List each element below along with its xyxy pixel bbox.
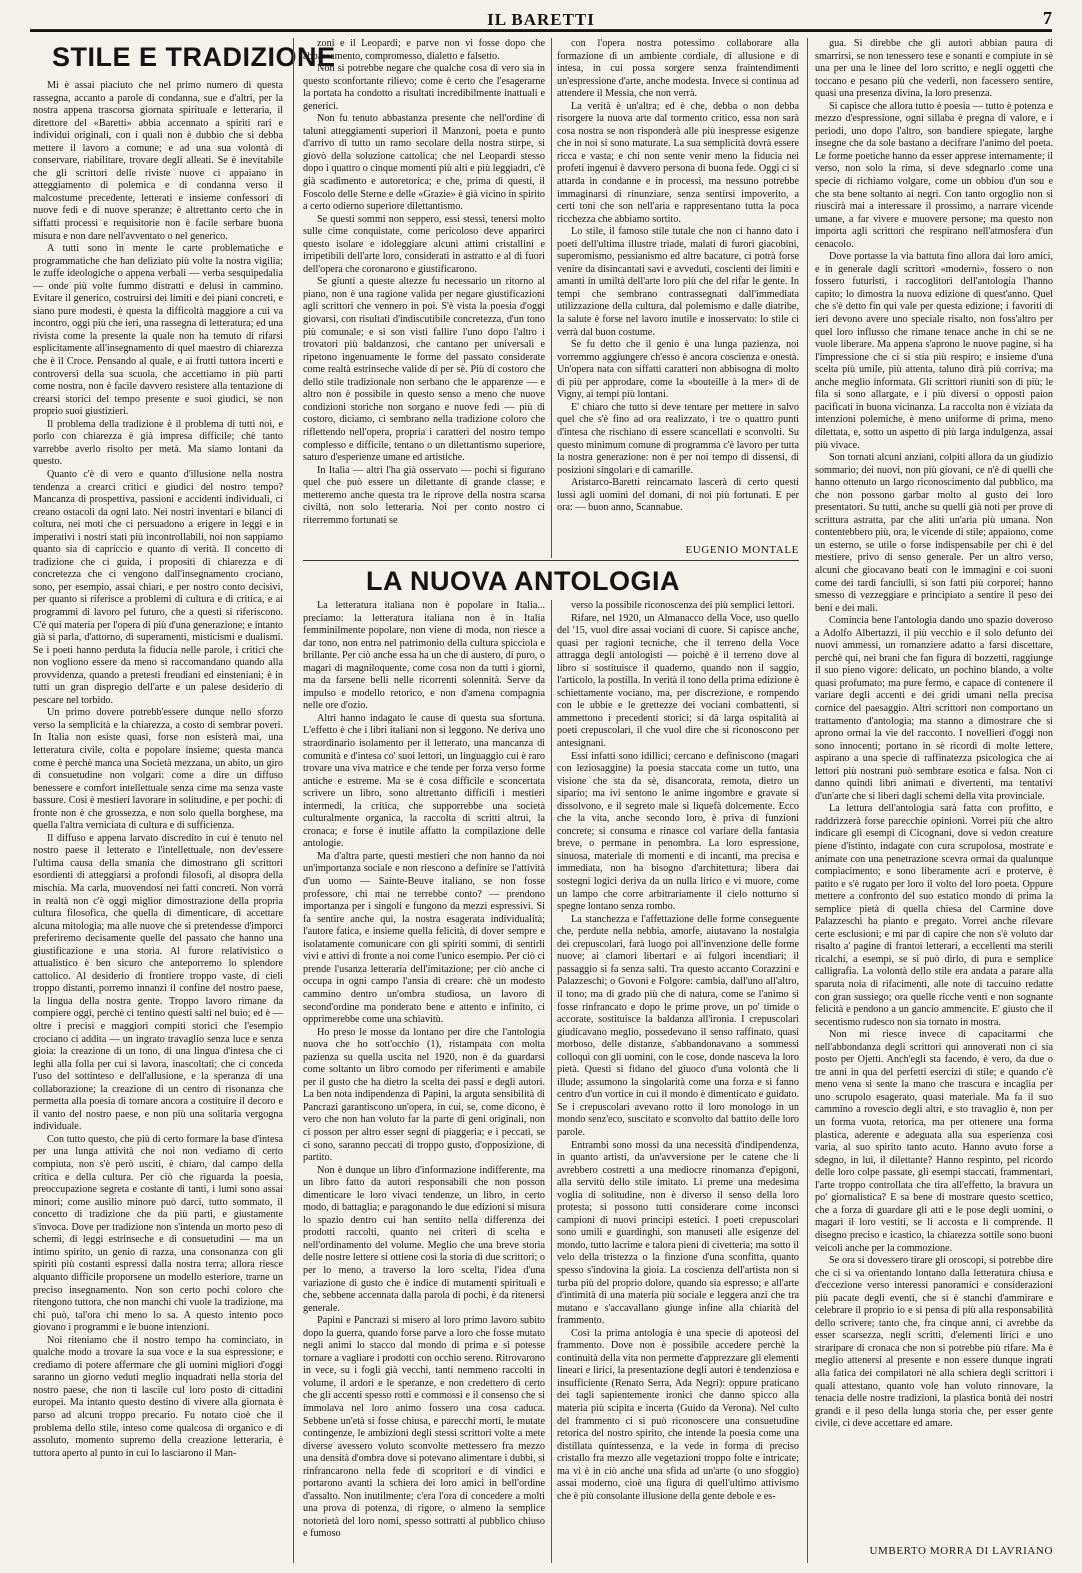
- paragraph: Noi riteniamo che il nostro tempo ha cominciato, in qualche modo a trovare la sua voce e la sua espressione; e crediamo di potere affermare che gli uomini migliori d'oggi saranno un giorno veduti meglio inquadrati nella storia del nostro paese, che non ti lascile cul loro posto di cittadini europei. Ma intanto questo destino di vivere alla giornata è parso ad alcuni troppo precario. Fu notato cioè che il problema dello stile, inteso come qualcosa di organico e di assoluto, momento supremo della creazione letteraria, è tuttora aperto al punto in cui lo lasciarono il Man-: [33, 1334, 283, 1459]
- page-number: 7: [1043, 8, 1052, 28]
- paragraph: con l'opera nostra potessimo collaborare alla formazione di un ambiente cordiale, di allusione e di intesa, in cui possa sorgere senza fraintendimenti un'espressione d'arte, anche modesta. Invece si continua ad attendere il Messia, che non verrà.: [557, 38, 799, 100]
- article1-column-1: [33, 80, 283, 1563]
- paragraph: Se fu detto che il genio è una lunga pazienza, noi vorremmo aggiungere ch'esso è ancora coscienza e onestà. Un'opera nata con siffatti caratteri non abbisogna di molto di più per approdare, come la «bouteille à la mer» di de Vigny, ai tempi più lontani.: [557, 339, 799, 401]
- paragraph: Comincia bene l'antologia dando uno spazio doveroso a Adolfo Albertazzi, il più vecchio e il solo defunto dei nuovi ammessi, un romanziere adatto a farsi discettare, perchè qui, nei brani che fan figura di bozzetti, raggiunge il suo pieno vigore: delicato, un pochino blando, a volte quasi profumato; ma pure fermo, e capace di contenere il variare degli accenti e dei gridi umani nella precisa cornice del paesaggio. Altri scrittori non comportano un trattamento d'antologia; ma stanno a dimostrare che si aprono ormai la vie del racconto. I novellieri d'oggi non sono innocenti; portano in sè ricordi di molte lettere, aspirano a una specie di raffinatezza psicologica che ai lettori più nostrani può sembrare esotica e falsa. Non ci danno quindi libri animati e divertenti, ma tentativi d'un'arte che si liberi dagli schemi della vita provinciale.: [815, 615, 1053, 802]
- paragraph: Un primo dovere potrebb'essere dunque nello sforzo verso la semplicità e la chiarezza, a costo di sembrar poveri. In Italia non esiste quasi, forse non esisterà mai, una letteratura civile, colta e popolare insieme; questa manca come è perchè manca una Società mezzana, un abito, un giro di consuetudine non volgari: come a dire un diffuso benessere e comfort intellettuale senza cime ma senza vaste bassure. Così è mestieri lavorare in solitudine, e per pochi: di fronte non è che grossezza, e non solo quella borghese, ma quella l'altra verniciata di cultura e di sufficienza.: [33, 707, 283, 832]
- paragraph: Non fu tenuto abbastanza presente che nell'ordine di taluni atteggiamenti superiori il Manzoni, poeta e punto d'arrivo di tutto un ramo secolare della nostra stirpe, si giovò della soluzione cattolica; che nel Leopardi stesso dopo i quattro o cinque momenti più alti e più leggiadri, c'è già scadimento e autoretorica; e che, prima di questi, il Foscolo delle Sterne e delle «Grazie» è già vicino in spirito a certo odierno superiore dilettantismo.: [303, 113, 545, 213]
- paragraph: Rifare, nel 1920, un Almanacco della Voce, uso quello del '15, vuol dire assai vociani di cuore. Si capisce anche, quasi per ragioni tecniche, che il terreno della Voce attragga degli antologisti — poichè è il terreno dove al libro si sostituisce il quaderno, quando non il saggio, l'articolo, la postilla. In verità il tono della prima edizione è schiettamente vociano, ma, per discrezione, e rompendo con le ubbie e le grettezze dei vociani combattenti, si ammettono i precedenti storici; si dà larga ospitalità ai poeti crepuscolari, il che vuol dire che si riconoscono per antesignani.: [557, 612, 799, 750]
- paragraph: Se ora si dovessero tirare gli oroscopi, si potrebbe dire che ci si va orientando lontano dalla letteratura chiusa e d'eccezione verso interessi panoramici e considerazioni più pacate degli eventi, che si è stanchi d'ammirare e celebrare il proprio io e si pensa di più alla responsabilità dello scrivere; tanto che, fra cinque anni, ci avrebbe da esser scarsezza, negli scritti, d'elementi lirici e uno straripare di cronaca che non si potrebbe più rifare. Ma è meglio attenersi al presente e non essere dunque ingrati alla fatica dei compilatori nè alla schiera degli scrittori i quali attestano, quanto vole han voluto rinnovare, la tenacia delle nostre tradizioni, la plastica bontà dei nostri grandi e il peso della lunga storia che, per esser gente civile, ci deve accettare ed amare.: [815, 1255, 1053, 1430]
- article-title-stile: STILE E TRADIZIONE: [52, 42, 336, 72]
- article1-column-3: [557, 38, 799, 543]
- paragraph: Se giunti a queste altezze fu necessario un ritorno al piano, non è una ragione valida per negare giustificazioni agli scrittori che vennero in poi. S'è vista la poesia d'oggi giovarsi, con risultati d'indiscutibile concretezza, d'un tono più comunale; e si son visti fallire l'uno dopo l'altro i trovatori più baldanzosi, che cantano per universali e ripetono ingenuamente le forme del passato considerate come realtà estrinseche valide di per sè. Più di costoro che dello stile tradizionale non serbano che le apparenze — e altro non è possibile in questo senso a meno che nuove condizioni storiche non sorgano e nuove fedi — più di costoro, diciamo, ci sembrano nella tradizione coloro che riflettendo nell'opera, propria i caratteri del nostro tempo complesso e difficile, tentano o un dilettantismo superiore, saturo d'esperienze umane ed artistiche.: [303, 276, 545, 464]
- section-rule: [303, 560, 799, 561]
- masthead-title: IL BARETTI: [487, 10, 595, 29]
- paragraph: Con tutto questo, che più di certo formare la base d'intesa per una lunga attività che noi non vediamo di certo compiuta, non s'è però usciti, è chiaro, dal campo della critica e della cultura. Per ciò che riguarda la poesia, preoccupazione segreta e costante di tanti, i lumi sono assai minori; come ausilio minore può darci, tutto sommato, il concetto di tradizione che da più parti, e giustamente s'invoca. Dove per tradizione non s'intenda un morto peso di schemi, di leggi estrinseche e di consuetudini — ma un intimo spirito, un genio di razza, una consonanza con gli spiriti più costanti espressi dalla nostra terra; allora riesce alquanto difficile proporsene un modello esteriore, trarne un preciso insegnamento. Non son certo pochi coloro che ritengono tuttora, che non manchi chi vuole la tradizione, ma chi può, tal'ora chi meno lo sa. A questo intento poco giovano i programmi e le buone intenzioni.: [33, 1133, 283, 1334]
- paragraph: Il diffuso e appena larvato discredito in cui è tenuto nel nostro paese il letterato e l'intellettuale, non dev'essere l'ultima causa della smania che dimostrano gli scrittori esordienti di atteggiarsi a profondi filosofi, al disopra della mischia. Ma carla, muovendosi nei fatti concreti. Non vorrà in realtà non c'è oggi miglior dimostrazione della propria cultura filosofica, che quella di dimenticare, di accettare alcuna mitologia; ma alle nuove che si pretendesse d'imporci preferiremo decisamente quelle del passato che hanno una giustificazione e una storia. Al furore relativistico o attualistico è ben sicuro che anteporremo lo splendore cattolico. Al desiderio di frontiere troppo vaste, di cieli troppo distanti, porremo innanzi il confine del nostro paese, la lingua della nostra gente. Troppo lavoro rimane da compiere oggi, perchè ci tentino questi salti nel buio; ed è — oltre i precisi e maggiori compiti storici che l'esempio crociano ci addita — un ingrato travaglio senza luce e senza gioia: la creazione di un tono, di una lingua d'intesa che ci leghi alla folla per cui si lavora, inascoltati; che ci conceda l'uso del sottinteso e dell'allusione, e la speranza di una collaborazione; la creazione di un centro di risonanza che permetta alla poesia di tornare ancora a costituire il decoro e il vanto del nostro paese, e non più una solitaria vergogna individuale.: [33, 832, 283, 1133]
- article2-column-2: [557, 600, 799, 1563]
- paragraph: verso la possibile riconoscenza dei più semplici lettori.: [571, 600, 795, 611]
- column-divider: [551, 600, 552, 1563]
- column-divider: [551, 38, 552, 558]
- paragraph: Papini e Pancrazi si misero al loro primo lavoro subito dopo la guerra, quando forse parve a loro che fosse mutato negli animi lo stacco dal mondo di prima e si potesse tornare a vagliare i prodotti con occhio sereno. Ritrovarono in vece, su i fogli già vecchi, tanti nemmeno raccolti in volume, il ardori e le speranze, e non credettero di certo che gli accenti spesso rotti e commossi e il consenso che si immolava nel loro animo fossero una cosa caduca. Sebbene un'età si fosse chiusa, e parecchi morti, le mutate contingenze, le ambizioni degli stessi scrittori volte a mete diverse avessero voluto sconvolte mettessero fra mezzo una densità d'ombra dove si potevano alimentare i dubbi, si rinfrancarono nella fede di scopritori e di vindici e portarono avanti la schiera dei loro amici in bell'ordine d'assalto. Non inutilmente; c'era l'ora di concedere a molti una prova di potenza, di rigore, o almeno la semplice notorietà del loro nomi, spesso sottratti al pubblico chiuso e fumoso: [303, 1315, 545, 1540]
- paragraph: Lo stile, il famoso stile tutale che non ci hanno dato i poeti dell'ultima illustre triade, malati di furori giacobini, superomismo, pessianismo ed altre bacature, ci potrà forse venire da disincantati savi e avveduti, coscienti dei limiti e amanti in umiltà dell'arte loro più che del rifar le gente. In tempi che sembrano contrassegnati dall'immediata utilizzazione della cultura, dal polemismo e dalle diatribe, la salute è forse nel lavoro inutile e inosservato: lo stile ci verrà dal buon costume.: [557, 226, 799, 338]
- column-divider: [293, 38, 294, 1563]
- article-title-antologia: LA NUOVA ANTOLOGIA: [366, 566, 680, 596]
- paragraph: Son tornati alcuni anziani, colpiti allora da un giudizio sommario; dei nuovi, non più giovani, ce n'è di quelli che hanno ottenuto un largo riconoscimento dal pubblico, ma che non possono garbar molto al gusto dei loro presentatori. Su tutti, anche su quelli già noti per prove di scrittura astratta, par che aliti un'aria più umana. Non contentebbero più, ora, le vicende di stile; appaiono, come un esterno, se utile o forse indispensabile per chi è del mestiere, privo di senso generale. Per un altro verso, alcuni che giocavano beati con le immagini e coi suoni come dei tardi fanciulli, si son fatti più corporei; hanno smesso di vezzeggiare e principiato a sentire il peso dei beni e dei mali.: [815, 452, 1053, 614]
- paragraph: A tutti sono in mente le carte problematiche e programmatiche che han deliziato più volte la nostra vigilia; le zuffe ideologiche o appena verbali — verba sesquipedalia — onde più volte fummo distratti e delusi in cammino. Evitare il generico, costruirsi dei limiti e dei piani concreti, e siano pure modesti, è questa la difficoltà maggiore a cui va incontro, oggi più che ieri, una rassegna di letteratura; ed una rivista come la presente la quale non ha temuto di rifarsi esplicitamente all'insegnamento di quel maestro di chiarezza che è il Croce. Pensando al quale, e ai frutti tuttora incerti e controversi della sua scuola, che accettiamo in più parti come nostra, non è facile davvero resistere alla tentazione di crearsi storici del tempo presente e suoi giudici, se non proprio suoi giustizieri.: [33, 243, 283, 418]
- article1-column-2: [303, 38, 545, 558]
- paragraph: Quanto c'è di vero e quanto d'illusione nella nostra tendenza a crearci critici e giudici del nostro tempo? Mancanza di prospettiva, passioni e accidenti individuali, ci creano ostacoli da ogni lato. Nei nostri inventari e bilanci di coltura, nei moti che ci persuadono a erigere in leggi e in imperativi i nostri stati più incontrollabili, noi non sappiamo quanto sia di capriccio e quanto di verità. Il concetto di tradizione che ci guida, i propositi di chiarezza e di concretezza che ci vengono dall'insegnamento crociano, sono, per esempio, assai chiari, e per nostro conto decisivi, per quanto si riferisce a problemi di cultura e di critica, e ai programmi di lavoro pel futuro, che a questi si riferiscono. C'è qui materia per l'opera di più d'una generazione; e intanto già si parla, d'attorno, di superamenti, misticismi e dualismi. Se i poeti hanno perduta la fiducia nelle parole, i critici che non vogliono essere da meno si raccomandano quando alla provvidenza, quando a pretesti freudiani ed einsteniani; è in tutti un gran dispregio dell'arte e un palese desiderio di pescare nel torbido.: [33, 468, 283, 706]
- header-rule: [30, 29, 1052, 32]
- article2-column-1: [303, 600, 545, 1563]
- paragraph: La stanchezza e l'affettazione delle forme conseguente che, perdute nella nebbia, amorfe, aiutavano la nostalgia dei crepuscolari, farà luogo poi all'invenzione delle forme nuove; ai clamori libertari e ai fulgori incendiari; il passaggio si fa senza salti. Tra questo accanto Corazzini e Palazzeschi; o Govoni e Folgore: cambia, dall'uno all'altro, il tono; ma di grado più che di natura, come se l'animo si fosse rinfrancato e dopo le prime prove, un po' timide o accorate, sostituisce la baldanza all'ironia. I crepuscolari giudicavano meglio, possedevano il senso raffinato, quasi morboso, delle distanze, s'abbandonavano a sommessi colloqui con gli uomini, con le cose, donde nasceva la loro pietà. Questi si fidano del giuoco d'una volontà che li illude; assumono la singolarità come una forza e si fanno centro d'un vortice in cui il mondo è dimenticato e guidato. Se i crepuscolari avevano rotto il loro monologo in un mondo senz'eco, suscitato e sconvolto dal battito delle loro parole.: [557, 913, 799, 1138]
- paragraph: Non è dunque un libro d'informazione indifferente, ma un libro fatto da autori responsabili che non posson dimenticare le loro vivaci tendenze, un libro, in certo modo, di battaglia; e paragonando le due edizioni si misura lo spazio dentro cui han sentito nella differenza dei prodotti raccolti, quanto nei criteri di scelta e nell'ordinamento del volume. Meglio che una breve storia delle nostre lettere si ottiene così la storia di due scrittori; o per lo meno, a traverso la loro scelta, l'idea d'una variazione di gusto che è indice di mutamenti spirituali e che, sebbene accennata dalla parola di pochi, è da ritenersi generale.: [303, 1164, 545, 1314]
- paragraph: Altri hanno indagato le cause di questa sua sfortuna. L'effetto è che i libri italiani non si leggono. Ne deriva uno straordinario isolamento per il letterato, una mancanza di comunità e d'intesa co' suoi lettori, un linguaggio cui è raro trovare una viva matrice e che tende per forza verso forme antiche e estreme. Ma se è cosa difficile e sconcertata scrivere un libro, sono altrettanto difficili i mestieri intermedi, la critica, che supporrebbe una società culturalmente organica, la raccolta di scritti altrui, la cronaca; e forse è inutile affatto la compilazione delle antologie.: [303, 712, 545, 850]
- column-divider: [807, 38, 808, 1563]
- paragraph: Così la prima antologia è una specie di apoteosi del frammento. Dove non è possibile accedere perchè la continuità della vita non permette d'apprezzare gli elementi lineari e lirici, la presentazione degli autori è tendenziosa e insufficiente (Renato Serra, Ada Negri): oppure praticano dei tagli sapientemente ironici che danno spicco alla materia più scipita e incerta (Guido da Verona). Nel culto del frammento ci si può riconoscere una consuetudine retorica del nostro spirito, che intende la poesia come una distillata quintessenza, e la vede in forma di preciso cristallo fra mezzo alle vegetazioni troppo folte e intricate; ma vi è in ciò anche una sfida ad un'arte (o uno sfoggio) assai moderno, cioè una figura di quell'ultimo attivismo che è più consolante illusione della gente debole e es-: [557, 1327, 799, 1502]
- paragraph: Ho preso le mosse da lontano per dire che l'antologia nuova che ho sott'occhio (1), ristampata con molta pazienza su quella uscita nel 1920, non è da guardarsi come soltanto un libro comodo per riferimenti e amabile per il gusto che ha dietro la scelta dei passi e degli autori. La ben nota indipendenza di Papini, la arguta sensibilità di Pancrazi garantiscono un'opera, in cui, se, come dicono, è vero che non han voluto far la parte di geni originali, non ci posson per altro esser segni di piaggeria; e i peccati, se ci sono, saranno peccati di troppo gusto, d'opposizione, di partito.: [303, 1026, 545, 1164]
- page-header: [30, 4, 1052, 32]
- article1-column-4: [815, 38, 1053, 1540]
- paragraph: Ma d'altra parte, questi mestieri che non hanno da noi un'importanza sociale e non riescono a definire se l'attività d'un uomo — Sainte-Beuve italiano, se non fosse professore, chi mai ne terrebbe conto? — prendono importanza per i singoli e fungono da mezzi espressivi. Si fa sentire anche qui, la nostra esagerata individualità; l'autore fatica, e insieme quella felicità, di dover sempre e isolatamente comunicare con gli spiriti sommi, di sentirli vivi e attivi di fronte a noi come l'unico esempio. Per ciò ci prende l'usanza letteraria dell'imitazione; per ciò anche ci occupa in ogni campo l'ansia di creare: chè un modesto cammino dentro un'ombra studiosa, un lavoro di second'ordine ma ponderato bene e attento e infinito, ci opprimerebbe come una schiavitù.: [303, 850, 545, 1026]
- paragraph: Il problema della tradizione è il problema di tutti noi, e porlo con chiarezza è già impresa difficile; chè tanto varrebbe averlo risolto per metà. Ma siamo lontani da questo.: [33, 418, 283, 468]
- paragraph: Se questi sommi non seppero, essi stessi, tenersi molto sulle cime conquistate, come pericoloso deve apparirci questo isolare e idoleggiare alcuni attimi cristallini e irripetibili dell'arte loro, considerati in astratto e al di fuori dell'opera che coronarono e giustificarono.: [303, 213, 545, 275]
- paragraph: Si capisce che allora tutto è poesia — tutto è potenza e mezzo d'espressione, ogni sillaba è pregna di valore, e i periodi, uno dopo l'altro, son bandiere spiegate, larghe insegne che da sole bastano a decifrare l'animo del poeta. Le forme poetiche hanno da esser apprese internamente; il verso, non solo la rima, si deve sdegnarlo come una specie di richiamo volgare, come un obbiou d'un sou e che sta bene soltanto ai negri. Con tanto orgoglio non si riuscirà mai a interessare il prossimo, a narrare vicende umane, a far vivere e muovere persone; ma questo non importa agli scrittori che respirano nell'atmosfera d'un cenacolo.: [815, 100, 1053, 250]
- author-signature-morra: UMBERTO MORRA DI LAVRIANO: [869, 1545, 1053, 1557]
- paragraph: La lettura dell'antologia sarà fatta con profitto, e raddrizzerà forse parecchie opinioni. Vorrei più che altro indicare gli esempi di Cicognani, dove si vedon creature piene d'istinto, indagate con cura scrupolosa, mostrate e animate con una penetrazione scevra ormai da qualunque compiacimento; e sono liberamente acri e proterve, è patito e s'è rugato per loro il volto del loro poeta. Oppure mettere a confronto del suo estatico mondo di prima la semplice pietà di quella chiesa del Carmine dove Palazzeschi ha pianto e pregato. Vorrei anche rilevare certe esclusioni; e mi par di capire che non s'è voluto dar risalto a' pagine di frantoi letterari, a eccellenti ma sterili ricalchi, a esempi, se si può dirlo, di pura e semplice calligrafia. La volontà dello stile era andata a parare alla sparuta noia di rifacimenti, alle note di taccuino redatte con gran sussiego; ora quelle ricche venti e non sognante felicità e pendono a un gancio ammencite. E' giusto che il secentismo rudesco non sia tornato in mostra.: [815, 803, 1053, 1028]
- paragraph: Entrambi sono mossi da una necessità d'indipendenza, in quanto artisti, da un'avversione per le catene che li avrebbero costretti a una mediocre rinomanza d'epigoni, alla servitù dello stile imitato. Li preme una medesima voglia di solitudine, non è diverso il senso della loro protesta; si possono tutti considerare come inconsci campioni di nuovi principi estetici. I poeti crepuscolari sono umili e guardinghi, son manuseti alle esigenze del mondo, tutto lacrime e talora pieni di civetteria; ma sotto il velo della tristezza o la finzione d'una sconfitta, quanto spesso s'indovina la gioia. La coscienza dell'artista non si turba più del proprio dolore, quando sia espresso; e all'arte d'intimità di una materia più sociale e leggera anzi che tra mutano e s'accavallano giunge infine alla chiarità del frammento.: [557, 1139, 799, 1327]
- paragraph: In Italia — altri l'ha già osservato — pochi si figurano quel che può essere un dilettante di grande classe; e metteremo anche questa tra le riprove della nostra scarsa civiltà, non solo letteraria. Noi per conto nostro ci riterremmo fortunati se: [303, 464, 545, 526]
- paragraph: La letteratura italiana non è popolare in Italia... preciamo: la letteratura italiana non è in Italia femminilmente popolare, non viene di moda, non riesce a dar tono, non entra nel patrimonio della cultura spicciola e brillante. Per ciò anche essa ha un che di austero, di puro, o magari di magniloquente, come cosa non da tutti i giorni, ma da farsene belli nelle ricorrenti solennità. Serve da impulso e modello retorico, e non d'amena compagnia nelle ore d'ozio.: [303, 600, 545, 712]
- paragraph: Essi infatti sono idillici; cercano e definiscono (magari con leziosaggine) la poesia staccata come un tutto, una visione che sta da sè, disancorata, remota, dietro un sipario; ma ivi sentono le anime ingombre e gravate si dissolvono, e il segreto male si liquefà dolcemente. Ecco che la vita, anche secondo loro, è priva di funzioni concrete; si consuma e rinasce col variare della fantasia breve, o permane in penombra. La loro espressione, sinuosa, materiale di momenti e di incanti, ma precisa e immediata, non ha bisogno d'architettura; libera dai sostegni logici deriva da un nulla lirico e vi muore, come un lampo che corre arbitrariamente il cielo notturno si spegne lontano senza rombo.: [557, 750, 799, 913]
- paragraph: Non si potrebbe negare che qualche cosa di vero sia in questo sconfortante rilievo; come è certo che l'esagerarne la portata ha condotto a risultati incredibilmente inattuali e generici.: [303, 63, 545, 112]
- paragraph: Dove portasse la via battuta fino allora dai loro amici, e in generale dagli scrittori «moderni», fossero o non fossero futuristi, i raccoglitori dell'antologia l'hanno capito; lo dimostra la nuova edizione di quest'anno. Quel che s'è detto fin qui vale per questa edizione; i favoriti di ieri devono avere uno speciale risalto, non foss'altro per quel loro influsso che rimane tenace anche in chi se ne vuole liberare. Ma appena s'aprono le nuove pagine, si ha l'impressione che ci si stia più respiro; e insieme d'una scelta più umile, più attenta, taluno dirà più corriva; ma anche meglio informata. Gli scrittori riuniti son di più; le fila si sono allargate, e i più diversi o opposti paion pacificati in buona vicinanza. La raccolta non è viziata da intenzioni polemiche, è meno uniforme di prima, meno dilettata, e, sotto un aspetto di più larga indulgenza, assai più vivace.: [815, 251, 1053, 451]
- paragraph: zoni e il Leopardi; e parve non vi fosse dopo che abbassamento, compromesso, dialetto e falsetto.: [303, 38, 545, 62]
- paragraph: E' chiaro che tutto si deve tentare per mettere in salvo quel che s'è fino ad ora realizzato, i tre o quattro punti d'intesa che rischiano di essere scancellati e sconvolti. Su questo minimum comune di programma c'è lavoro per tutta la nostra generazione: non è per noi tempo di dissensi, di posizioni singolari e di camarille.: [557, 401, 799, 476]
- paragraph: Mi è assai piaciuto che nel primo numero di questa rassegna, accanto a parole di condanna, sue e d'altri, per la nostra appena trascorsa giornata spirituale e letteraria, il direttore del «Baretti» abbia accennato a spiriti rari e individui originali, con i quali non è dubbio che si debba mettere il lavoro a comune; e ad una sua volontà di conservare, riabilitare, trovare degli alleati. Se è inevitabile che gli scrittori delle riviste nuove ci appaiano in atteggiamento di polemica e di condanna verso il malcostume precedente, letterati e insieme confessori di nuove fedi e di nuove speranze; è altrettanto certo che in siffatti processi e requisitorie non è facile serbare buona misura e non dare nell'avventato o nel generico.: [33, 80, 283, 242]
- paragraph: Non mi riesce invece di capacitarmi che nell'abbondanza degli scrittori qui annoverati non ci sia posto per Ojetti. Anch'egli sta facendo, è vero, da due o tre anni in qua del perfetti esercizi di stile; e quando c'è meno vena si sente la mano che trascura e incaglia per uno scrupolo esagerato, quasi materiale. Ma fa il suo cammino a rovescio degli altri, e sto travaglio è, non per un forma vuota, retorica, ma per ottenere una forma plastica, aderente e adeguata alla sua esperienza così varia, al suo spirito tanto acuto. Hanno avuto forse a sdegno, in lui, il dilettante? Hanno respinto, pel ricordo delle loro colpe passate, gli esempi staccati, frammentari, l'arte troppo controllata che tira all'effetto, la bravura un po' giornalistica? E sa bene di mostrare questo scettico, che a forza di guardare gli atti e le pose degli uomini, o magari il loro vestiti, se li accosta e li comprende. Il disegno preciso e icastico, la chiarezza sottile sono buoni veicoli anche per la commozione.: [815, 1029, 1053, 1254]
- author-signature-montale: EUGENIO MONTALE: [685, 544, 799, 556]
- paragraph: gua. Si direbbe che gli autori abbian paura di smarrirsi, se non tenessero tese e sonanti e compiute in sè una per una le linee del loro scritto, e negli oggetti che toccano e pesano più che vederli, non facessero sentire, quasi una presenza divina, la loro presenza.: [815, 38, 1053, 100]
- paragraph: La verità è un'altra; ed è che, debba o non debba risorgere la nuova arte dal tormento critico, essa non sarà cosa nostra se non risponderà alle più inespresse esigenze che in noi si sono maturate. La sua semplicità dovrà essere ricca e vasta; e chi non sente venir meno la fiducia nei profeti ingenui è davvero persona di buona fede. Oggi ci si attarda in condanne e in processi, ma nessuno potrebbe immaginarsi di rinunziare, senza sentirsi impoverito, a certi toni che son nell'aria e rappresentano tutta la poca ricchezza che abbiamo sortito.: [557, 100, 799, 225]
- paragraph: Aristarco-Baretti reincarnato lascerà di certo questi lussi agli uomini del domani, di noi più fortunati. E per ora: — buon anno, Scannabue.: [557, 477, 799, 514]
